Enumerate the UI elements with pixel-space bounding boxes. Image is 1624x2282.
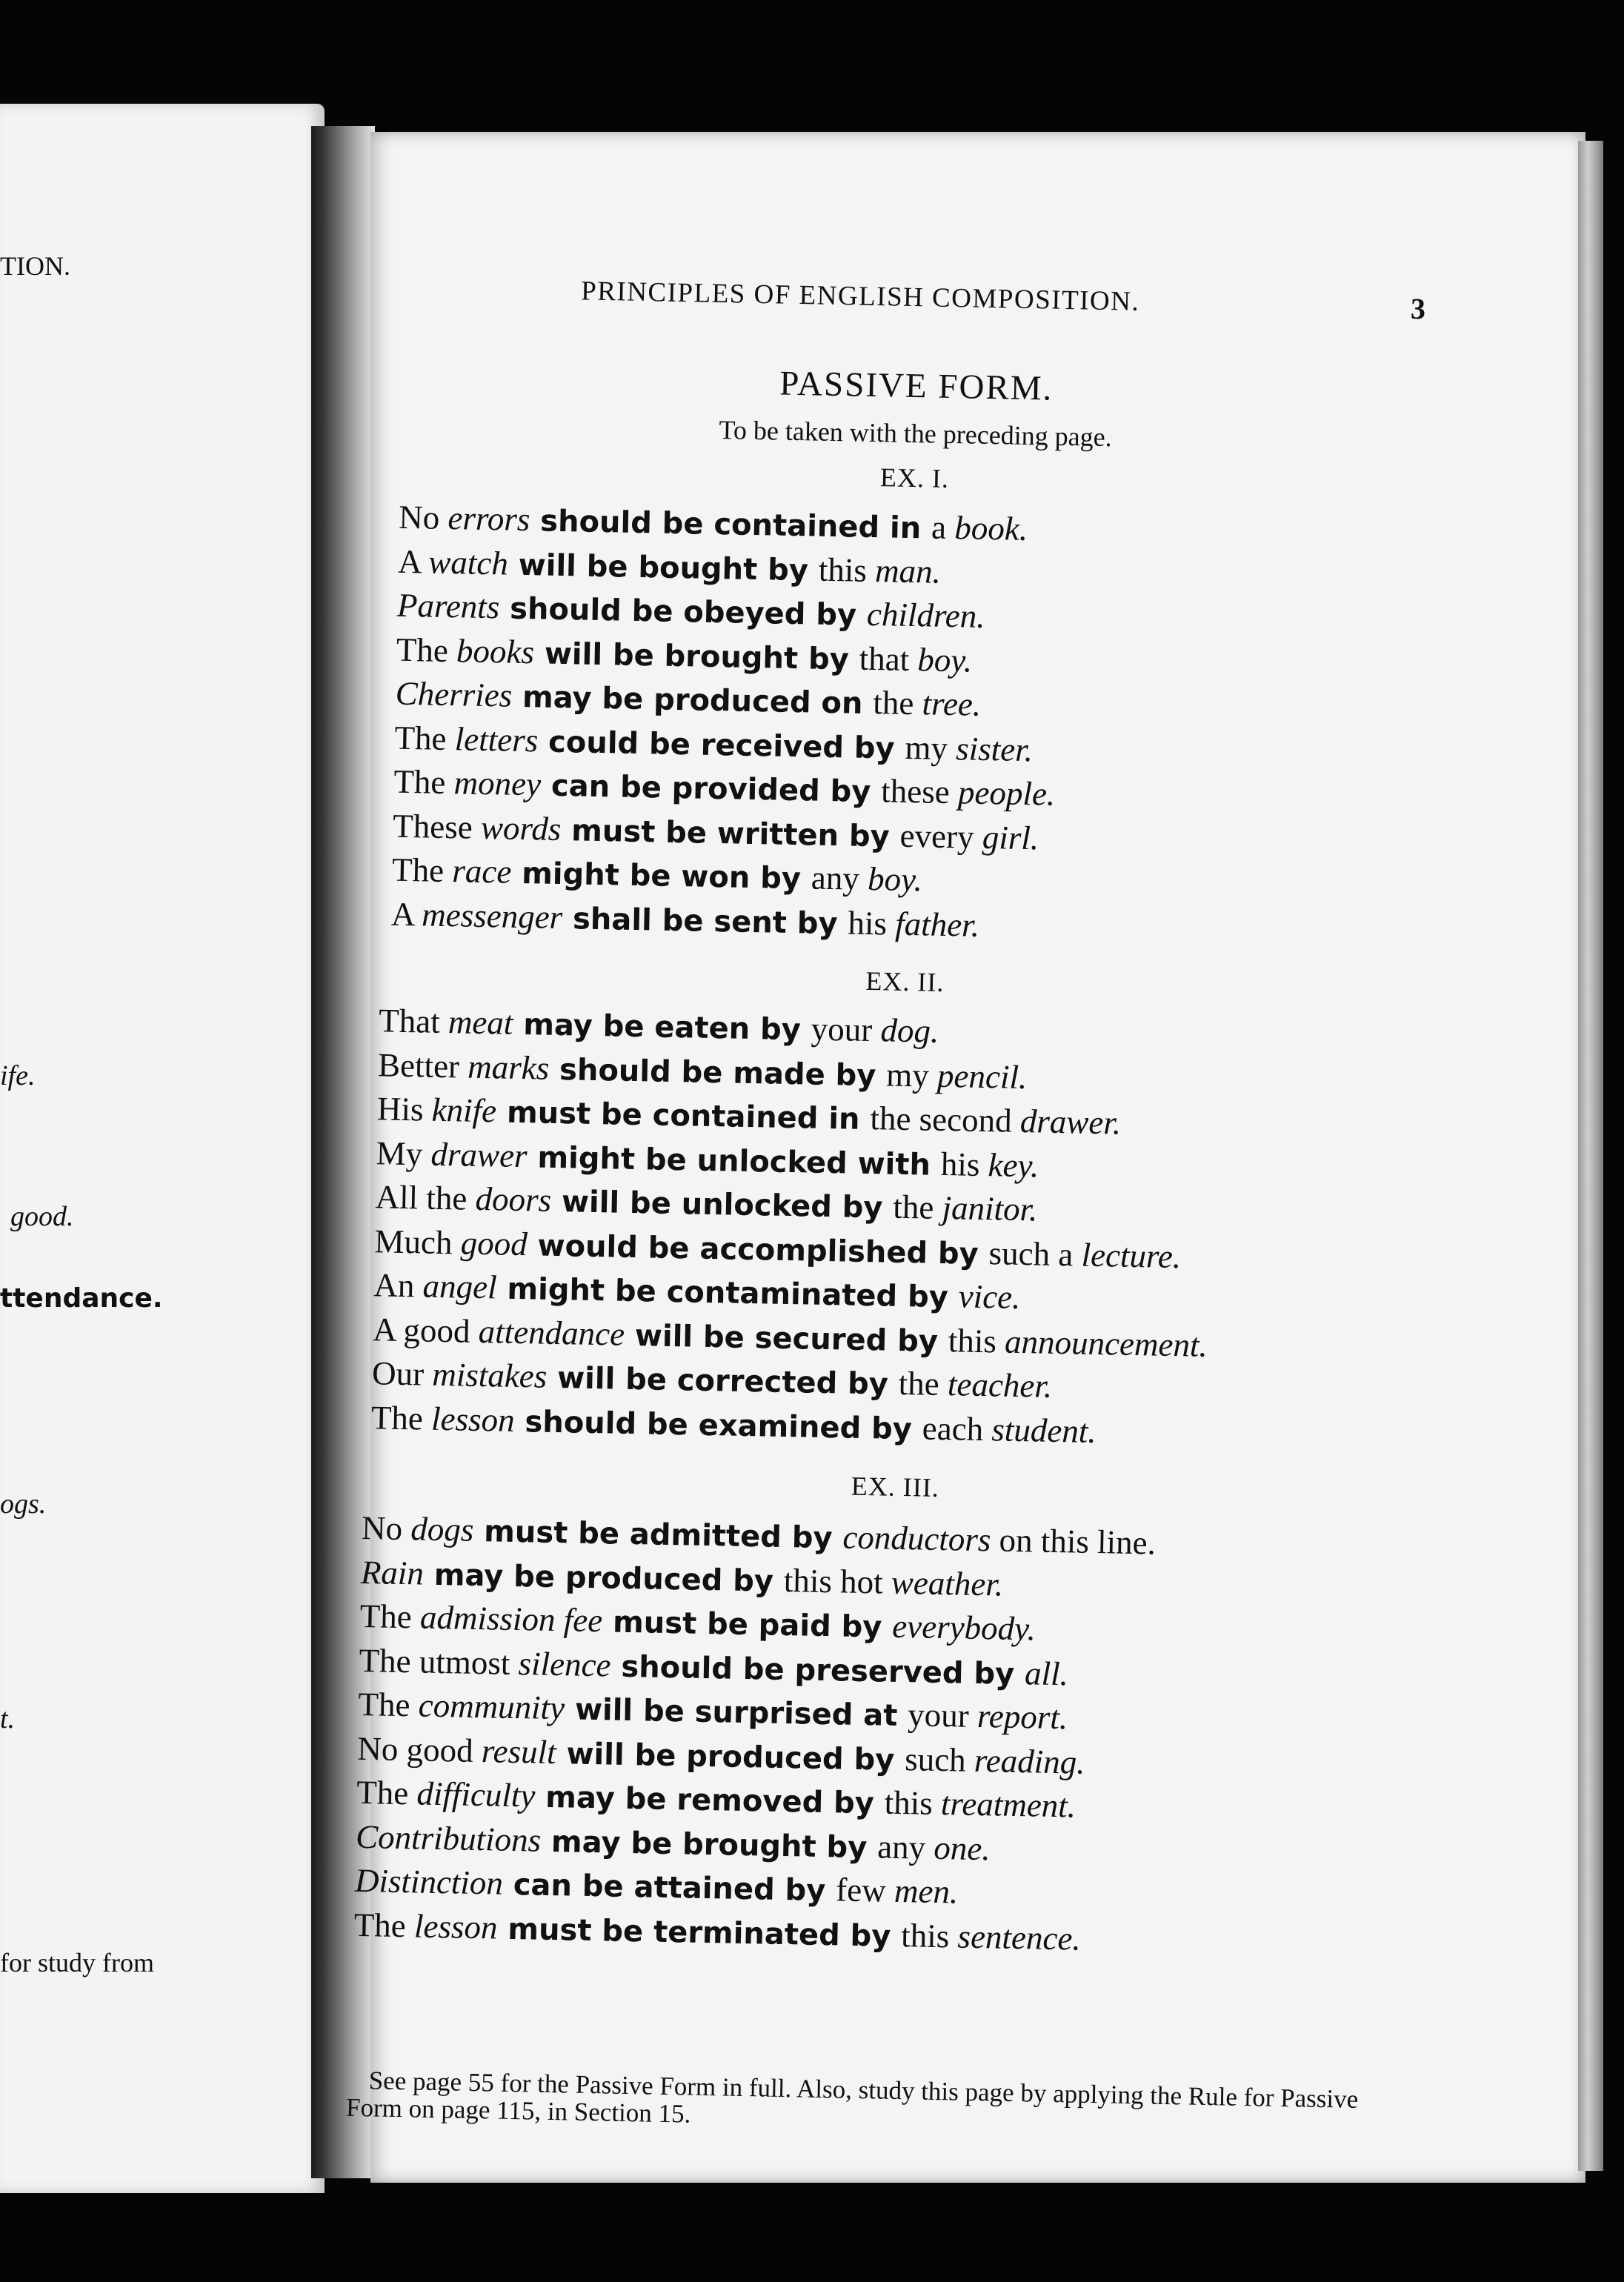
italic-word: words [480, 808, 562, 848]
plain-text: The [370, 1398, 432, 1437]
verb-phrase: may be removed by [534, 1780, 885, 1821]
italic-word: men. [893, 1872, 959, 1911]
italic-word: all. [1024, 1654, 1069, 1692]
italic-word: mistakes [431, 1355, 548, 1395]
italic-word: boy. [867, 859, 923, 899]
plain-text: The [358, 1685, 419, 1724]
plain-text: a [931, 508, 955, 547]
verb-phrase: may be brought by [540, 1824, 878, 1865]
verb-phrase: must be terminated by [497, 1912, 902, 1954]
verb-phrase: must be contained in [496, 1095, 871, 1137]
left-page [0, 104, 325, 2193]
exercise-heading: EX. III. [851, 1471, 940, 1503]
plain-text: His [376, 1090, 433, 1128]
italic-word: letters [454, 719, 539, 759]
plain-text: this [818, 550, 876, 589]
italic-word: one. [933, 1829, 991, 1867]
exercise-heading: EX. I. [879, 462, 950, 493]
verb-phrase: might be won by [510, 856, 812, 897]
left-page-fragment: good. [10, 1201, 74, 1232]
plain-text: each [922, 1408, 992, 1448]
italic-word: lecture. [1081, 1236, 1182, 1275]
italic-word: treatment. [940, 1785, 1076, 1825]
italic-word: report. [976, 1697, 1068, 1737]
plain-text: my [905, 728, 956, 767]
italic-word: books [456, 631, 535, 671]
plain-text: this [900, 1916, 959, 1955]
verb-phrase: will be surprised at [564, 1692, 908, 1734]
italic-word: dogs [410, 1510, 474, 1548]
plain-text: his [848, 903, 896, 942]
exercise-heading: EX. II. [865, 965, 945, 997]
verb-phrase: will be bought by [508, 548, 819, 588]
plain-text: the second [870, 1100, 1021, 1140]
plain-text: such a [988, 1234, 1082, 1274]
plain-text: this hot [783, 1561, 892, 1601]
italic-word: doors [475, 1180, 552, 1219]
plain-text: No [361, 1508, 411, 1548]
italic-word: father. [894, 905, 980, 944]
plain-text: Better [377, 1045, 468, 1085]
verb-phrase: should be made by [548, 1052, 887, 1093]
verb-phrase: may be produced by [423, 1557, 785, 1599]
italic-word: knife [431, 1091, 497, 1130]
plain-text: The [353, 1906, 415, 1944]
plain-text: My [376, 1134, 432, 1173]
italic-word: Contributions [355, 1817, 542, 1859]
verb-phrase: should be contained in [529, 504, 932, 546]
plain-text: this [948, 1321, 1005, 1360]
italic-word: sentence. [957, 1917, 1082, 1957]
italic-word: girl. [982, 818, 1039, 856]
italic-word: teacher. [947, 1365, 1053, 1405]
verb-phrase: might be unlocked with [527, 1140, 942, 1182]
italic-word: Parents [396, 586, 500, 626]
verb-phrase: will be produced by [556, 1736, 905, 1777]
plain-text: the [898, 1364, 948, 1403]
italic-word: errors [447, 499, 530, 539]
italic-word: everybody. [891, 1607, 1036, 1648]
italic-word: result [481, 1732, 557, 1771]
plain-text: That [378, 1002, 449, 1041]
verb-phrase: must be written by [560, 813, 901, 854]
verb-phrase: will be secured by [624, 1318, 949, 1359]
italic-word: boy. [916, 640, 973, 679]
italic-word: sister. [955, 729, 1034, 768]
plain-text: The [391, 851, 453, 890]
plain-text: A [390, 895, 422, 933]
running-head: PRINCIPLES OF ENGLISH COMPOSITION. [580, 276, 1140, 317]
plain-text: his [940, 1145, 989, 1183]
italic-word: pencil. [936, 1057, 1028, 1096]
plain-text: the [872, 684, 923, 722]
plain-text: No [398, 498, 449, 536]
verb-phrase: will be unlocked by [550, 1184, 893, 1225]
verb-phrase: must be paid by [602, 1605, 893, 1645]
left-page-fragment: TION. [0, 251, 70, 281]
italic-word: people. [957, 774, 1056, 813]
italic-word: messenger [421, 895, 563, 936]
italic-word: Distinction [354, 1861, 504, 1902]
italic-word: dog. [880, 1011, 939, 1050]
plain-text: few [835, 1871, 895, 1909]
page-edge [1578, 141, 1603, 2171]
italic-word: key. [988, 1145, 1039, 1184]
verb-phrase: may be eaten by [512, 1007, 812, 1048]
verb-phrase: should be preserved by [610, 1649, 1025, 1691]
plain-text: No good [356, 1729, 482, 1769]
left-page-fragment: ife. [0, 1060, 36, 1091]
italic-word: angel [422, 1267, 498, 1306]
italic-word: lesson [413, 1906, 499, 1946]
italic-word: man. [874, 551, 942, 591]
plain-text: The [396, 631, 457, 669]
italic-word: attendance [478, 1312, 625, 1353]
verb-phrase: would be accomplished by [527, 1228, 990, 1271]
plain-text: The [359, 1597, 421, 1636]
plain-text: your [907, 1696, 978, 1734]
verb-phrase: shall be sent by [562, 901, 848, 941]
left-page-fragment: ttendance. [0, 1283, 163, 1314]
italic-word: book. [954, 509, 1028, 548]
verb-phrase: must be admitted by [473, 1514, 843, 1556]
italic-word: good [460, 1223, 528, 1263]
plain-text: any [876, 1827, 934, 1866]
italic-word: marks [467, 1048, 550, 1087]
verb-phrase: will be brought by [533, 636, 860, 677]
verb-phrase: might be contaminated by [496, 1271, 959, 1315]
plain-text: A [397, 542, 429, 580]
italic-word: children. [866, 595, 986, 635]
plain-text: this [884, 1783, 942, 1823]
plain-text: the [892, 1188, 943, 1226]
plain-text: Much [374, 1222, 462, 1261]
verb-phrase: should be examined by [514, 1404, 923, 1446]
italic-word: drawer [430, 1135, 528, 1174]
italic-word: drawer. [1019, 1102, 1122, 1142]
plain-text: my [885, 1055, 938, 1094]
plain-text: these [880, 772, 959, 811]
verb-phrase: could be received by [537, 724, 905, 766]
italic-word: Rain [360, 1553, 425, 1592]
italic-word: announcement. [1004, 1323, 1208, 1364]
italic-word: tree. [922, 685, 982, 723]
plain-text: These [392, 807, 482, 846]
italic-word: watch [427, 542, 509, 582]
verb-phrase: may be produced on [511, 679, 873, 722]
italic-word: community [418, 1686, 565, 1727]
page-number: 3 [1410, 291, 1426, 326]
plain-text: that [859, 639, 918, 678]
italic-word: student. [991, 1410, 1097, 1450]
italic-word: weather. [891, 1563, 1004, 1603]
verb-phrase: can be attained by [502, 1867, 836, 1909]
plain-text: every [899, 816, 983, 856]
italic-word: reading. [974, 1741, 1085, 1781]
plain-text: A good [372, 1310, 479, 1350]
left-page-fragment: for study from [0, 1948, 154, 1977]
italic-word: silence [518, 1644, 612, 1683]
italic-word: race [451, 852, 512, 891]
italic-word: difficulty [416, 1774, 536, 1814]
italic-word: lesson [430, 1400, 516, 1439]
plain-text: All the [375, 1178, 476, 1217]
verb-phrase: can be provided by [540, 768, 882, 810]
italic-word: meat [447, 1003, 513, 1042]
verb-phrase: will be corrected by [546, 1360, 899, 1402]
plain-text: Our [371, 1354, 433, 1393]
italic-word: Cherries [395, 674, 513, 714]
page-subtitle: To be taken with the preceding page. [719, 414, 1113, 453]
page-title: PASSIVE FORM. [779, 364, 1054, 408]
italic-word: vice. [958, 1277, 1021, 1317]
plain-text: An [373, 1266, 424, 1305]
italic-word: janitor. [942, 1188, 1038, 1228]
plain-text: such [904, 1740, 975, 1779]
plain-text: on this line. [990, 1521, 1157, 1562]
plain-text: The [356, 1773, 417, 1812]
plain-text: The [394, 719, 456, 757]
italic-word: money [453, 764, 542, 803]
verb-phrase: should be obeyed by [499, 591, 868, 633]
italic-word: admission fee [419, 1598, 603, 1640]
footnote: See page 55 for the Passive Form in full. Also, study this page by applying the Rule for Passive Form on page 115, in Section 15. [345, 2066, 1359, 2129]
plain-text: The utmost [359, 1641, 519, 1682]
left-page-fragment: t. [0, 1703, 16, 1734]
plain-text: any [811, 859, 868, 897]
left-page-fragment: ogs. [0, 1488, 47, 1520]
plain-text: your [811, 1010, 882, 1049]
plain-text: The [393, 762, 455, 802]
italic-word: conductors [842, 1518, 991, 1559]
